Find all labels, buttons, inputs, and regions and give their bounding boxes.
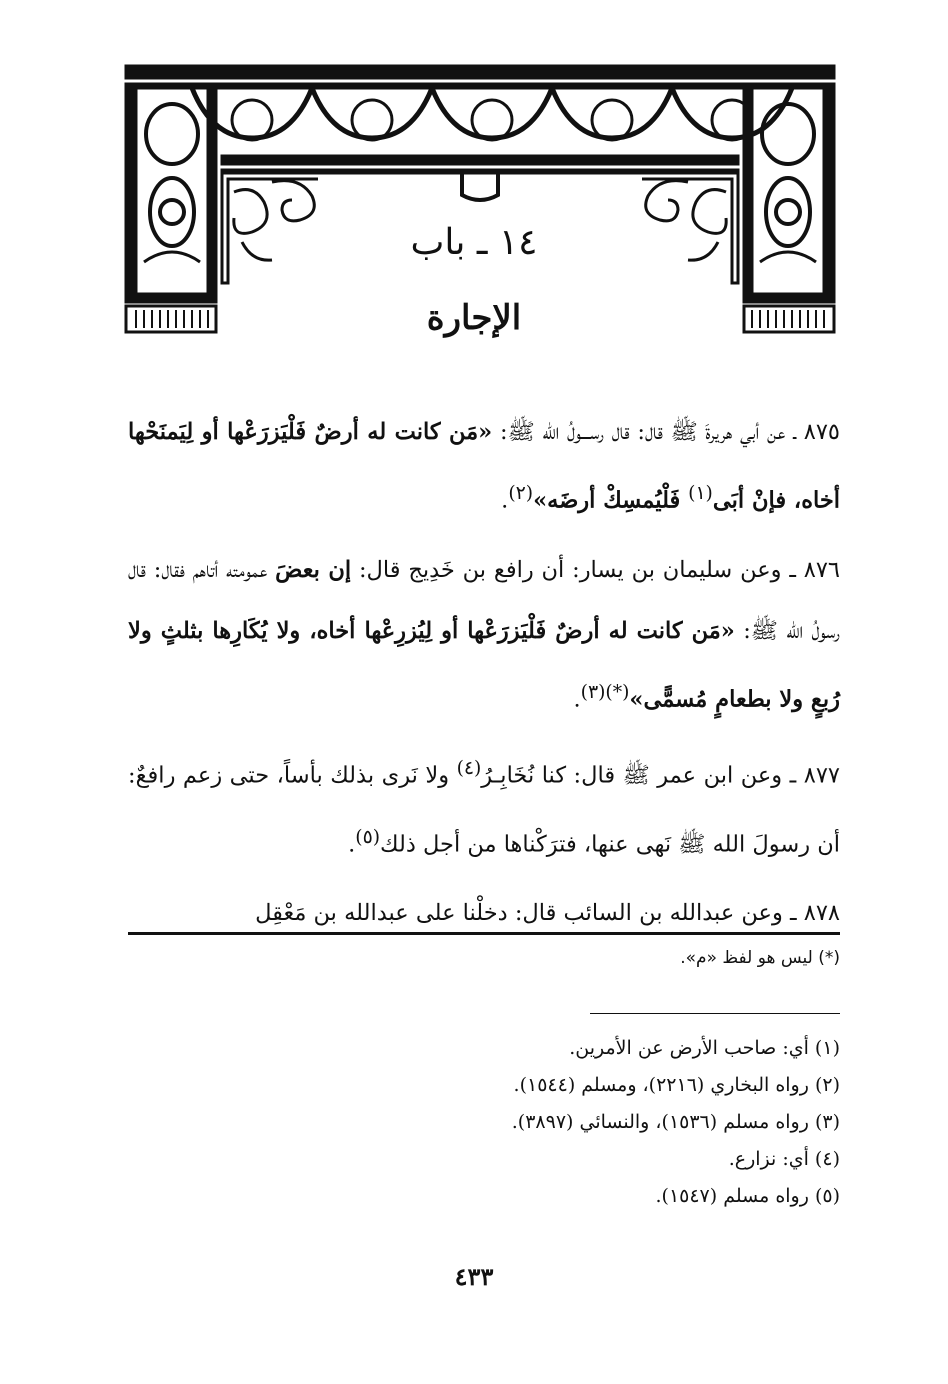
hadith-number: ٨٧٥ ـ: [793, 419, 841, 445]
footnote-ref: (٤): [456, 758, 482, 779]
footnote-ref: (*)(٣): [580, 681, 630, 703]
sentence-end: .: [573, 686, 581, 712]
hadith-intro: وعن ابن عمر ﷺ قال: كنا نُخَابِـرُ: [481, 762, 783, 789]
hadith-quote: «مَن كانت له أرضٌ فَلْيَزرَعْها أو لِيَمنَحْها أخاه، فإنْ أبَى: [128, 419, 840, 514]
hadith-quote: إن بعضَ: [275, 556, 352, 583]
sentence-end: .: [348, 831, 356, 857]
hadith-877: [128, 738, 840, 875]
hadith-876: [128, 540, 840, 731]
page-number: ٤٣٣: [454, 1262, 494, 1291]
footnote-item: (٣) رواه مسلم (١٥٣٦)، والنسائي (٣٨٩٧).: [511, 1111, 840, 1133]
sentence-end: .: [501, 487, 509, 514]
hadith-intro: وعن عبدالله بن السائب قال: دخلْنا على عبدالله بن مَعْقِل: [255, 900, 783, 926]
hadith-875: [128, 402, 840, 532]
hadith-quote-cont: «مَن كانت له أرضٌ فَلْيَزرَعْها أو لِيُزرِعْها أخاه، ولا يُكَارِها بثلثٍ ولا رُبعٍ ولا بطعامٍ مُسمًّى»: [128, 617, 840, 712]
hadith-intro: عن أبي هريرةَ ﷺ قال: قال رســـولُ الله ﷺ:: [492, 419, 786, 445]
hadith-quote-cont: فَلْيُمسِكْ أرضَه»: [533, 487, 689, 514]
footnote-ref: (٢): [508, 483, 534, 504]
hadith-number: ٨٧٧ ـ: [789, 762, 840, 789]
footnote-separator: [128, 932, 840, 935]
hadith-number: ٨٧٨ ـ: [789, 900, 840, 926]
footnote-item: (٥) رواه مسلم (١٥٤٧).: [655, 1185, 840, 1207]
footnote-rule: [590, 1013, 840, 1014]
hadith-intro-cont: ولا نَرى بذلك بأساً، حتى زعم رافعٌ: أن رسولَ الله ﷺ نَهى عنها، فترَكْناها من أجل ذلك: [128, 762, 840, 857]
hadith-intro: وعن سليمان بن يسار: أن رافع بن خَدِيج قال:: [351, 556, 782, 583]
ornamental-header-frame: [122, 62, 838, 336]
chapter-number: ١٤ ـ باب: [410, 222, 538, 263]
footnote-item: (٤) أي: نزارع.: [728, 1148, 840, 1170]
footnote-item: (٢) رواه البخاري (٢٢١٦)، ومسلم (١٥٤٤).: [513, 1074, 840, 1096]
footnote-ref: (١): [688, 483, 713, 504]
footnote-item: (١) أي: صاحب الأرض عن الأمرين.: [569, 1037, 840, 1059]
hadith-intro-cont: عمومته أتاهم فقال: قال رسولُ الله ﷺ:: [128, 556, 840, 644]
main-text: [128, 402, 840, 952]
hadith-number: ٨٧٦ ـ: [789, 556, 841, 583]
footnote-ref: (٥): [355, 826, 381, 848]
star-note: (*) ليس هو لفظ «م».: [680, 948, 840, 968]
chapter-title: الإجارة: [426, 298, 522, 338]
footnotes: [128, 1030, 840, 1215]
